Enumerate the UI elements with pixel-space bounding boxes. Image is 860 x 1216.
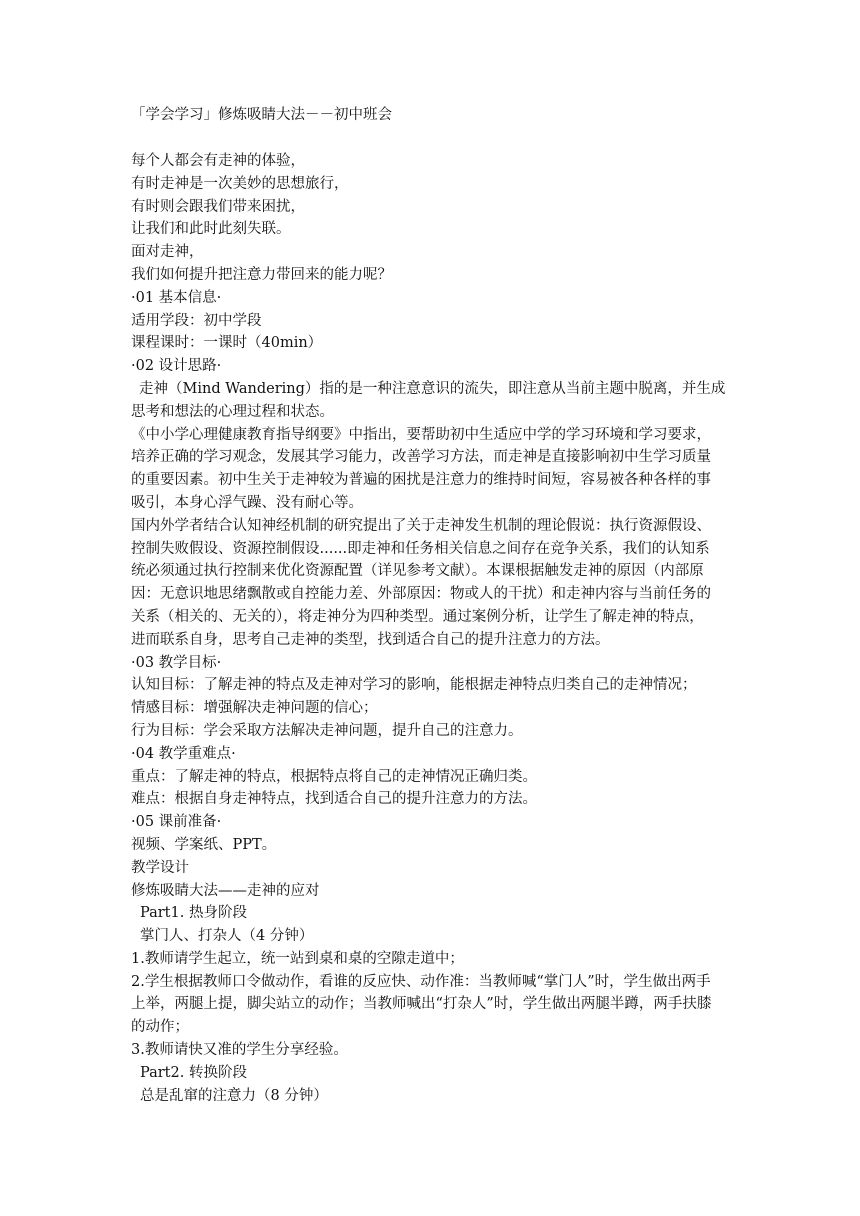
paragraph-line: 思考和想法的心理过程和状态。 [131, 403, 334, 420]
paragraph-line: 重点：了解走神的特点，根据特点将自己的走神情况正确归类。 [131, 768, 537, 785]
document-title: 「学会学习」修炼吸睛大法－－初中班会 [131, 107, 392, 123]
paragraph-line: 关系（相关的、无关的），将走神分为四种类型。通过案例分析，让学生了解走神的特点， [131, 608, 704, 625]
paragraph-line: 有时则会跟我们带来困扰， [131, 198, 305, 215]
paragraph-line: 因：无意识地思绪飘散或自控能力差、外部原因：物或人的干扰）和走神内容与当前任务的 [131, 586, 711, 603]
paragraph-line: 国内外学者结合认知神经机制的研究提出了关于走神发生机制的理论假说：执行资源假设、 [131, 517, 711, 534]
section-heading: ·04 教学重难点· [131, 745, 236, 762]
paragraph-line: 面对走神， [131, 244, 204, 261]
paragraph-line: 视频、学案纸、PPT。 [131, 836, 277, 853]
paragraph-line: 课程课时：一课时（40min） [131, 335, 323, 352]
paragraph-line: 3.教师请快又准的学生分享经验。 [131, 1042, 348, 1059]
paragraph-line: 吸引，本身心浮气躁、没有耐心等。 [131, 494, 363, 511]
subsection-heading: Part2. 转换阶段 [140, 1064, 247, 1081]
paragraph-line: 的重要因素。初中生关于走神较为普遍的困扰是注意力的维持时间短，容易被各种各样的事 [131, 472, 711, 489]
paragraph-line: 我们如何提升把注意力带回来的能力呢？ [131, 266, 392, 283]
paragraph-line: 情感目标：增强解决走神问题的信心； [131, 700, 378, 717]
paragraph-line: 走神（Mind Wandering）指的是一种注意意识的流失，即注意从当前主题中脱离，并生成 [139, 380, 726, 397]
paragraph-line: 2.学生根据教师口令做动作，看谁的反应快、动作准：当教师喊“掌门人”时，学生做出两手 [131, 973, 711, 990]
paragraph-line: 难点：根据自身走神特点，找到适合自己的提升注意力的方法。 [131, 791, 537, 808]
subsection-heading: 总是乱窜的注意力（8 分钟） [140, 1087, 328, 1104]
paragraph-line: 上举，两腿上提，脚尖站立的动作；当教师喊出“打杂人”时，学生做出两腿半蹲，两手扶膝 [131, 996, 712, 1013]
document-body [131, 150, 735, 1107]
paragraph-line: 进而联系自身，思考自己走神的类型，找到适合自己的提升注意力的方法。 [131, 631, 610, 648]
paragraph-line: 教学设计 [131, 859, 189, 876]
paragraph-line: 1.教师请学生起立，统一站到桌和桌的空隙走道中； [131, 950, 464, 967]
section-heading: ·05 课前准备· [131, 814, 222, 831]
subsection-heading: Part1. 热身阶段 [140, 905, 247, 922]
paragraph-line: 认知目标：了解走神的特点及走神对学习的影响，能根据走神特点归类自己的走神情况； [131, 677, 697, 694]
paragraph-line: 培养正确的学习观念，发展其学习能力，改善学习方法，而走神是直接影响初中生学习质量 [131, 449, 711, 466]
paragraph-line: 适用学段：初中学段 [131, 312, 262, 329]
paragraph-line: 《中小学心理健康教育指导纲要》中指出，要帮助初中生适应中学的学习环境和学习要求， [131, 426, 711, 443]
paragraph-line: 行为目标：学会采取方法解决走神问题，提升自己的注意力。 [131, 722, 523, 739]
paragraph-line: 每个人都会有走神的体验， [131, 153, 305, 169]
paragraph-line: 控制失败假设、资源控制假设......即走神和任务相关信息之间存在竞争关系，我们的认知系 [131, 540, 710, 557]
paragraph-line: 有时走神是一次美妙的思想旅行， [131, 175, 349, 192]
paragraph-line: 修炼吸睛大法——走神的应对 [131, 882, 320, 899]
section-heading: ·03 教学目标· [131, 654, 222, 671]
subsection-heading: 掌门人、打杂人（4 分钟） [140, 928, 314, 945]
section-heading: ·01 基本信息· [131, 289, 222, 306]
paragraph-line: 的动作； [131, 1019, 189, 1036]
paragraph-line: 让我们和此时此刻失联。 [131, 221, 291, 238]
paragraph-line: 统必须通过执行控制来优化资源配置（详见参考文献）。本课根据触发走神的原因（内部原 [131, 563, 704, 580]
section-heading: ·02 设计思路· [131, 358, 222, 375]
